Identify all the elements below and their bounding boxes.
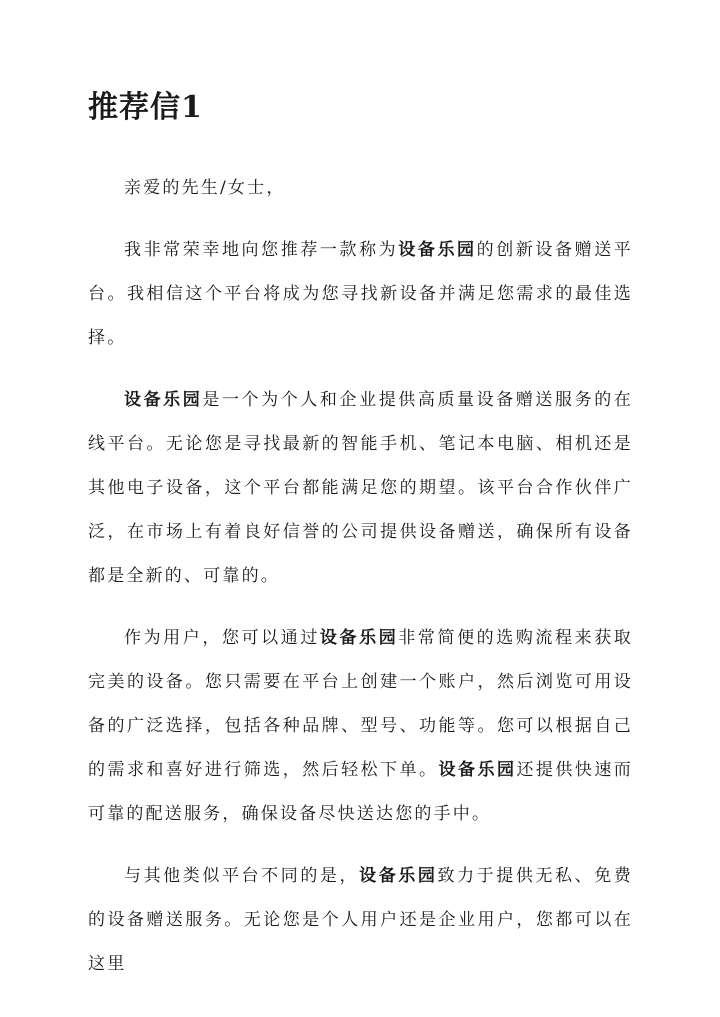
greeting: 亲爱的先生/女士，: [124, 178, 286, 198]
paragraph-text: 我非常荣幸地向您推荐一款称为: [124, 240, 399, 260]
brand-name: 设备乐园: [398, 240, 477, 260]
paragraph-text: 致力于提供无私、免费的设备赠送服务。无论您是个人用户还是企业用户，您都可以在这里: [88, 866, 634, 974]
paragraph-text: 的创新设备赠送平台。我相信这个平台将成为您寻找新设备并满足您需求的最佳选择。: [88, 240, 633, 348]
paragraph-text: 与其他类似平台不同的是，: [124, 866, 360, 886]
paragraph-text: 作为用户，您可以通过: [124, 628, 320, 648]
brand-name: 设备乐园: [124, 390, 203, 410]
document-title: 推荐信1: [88, 90, 203, 125]
paragraph-text: 非常简便的选购流程来获取完美的设备。您只需要在平台上创建一个账户，然后浏览可用设备的广泛选择，包括各种品牌、型号、功能等。您可以根据自己的需求和喜好进行筛选，然后轻松下单。: [88, 628, 634, 780]
brand-name: 设备乐园: [438, 760, 517, 780]
paragraph: [88, 854, 633, 986]
paragraph: [88, 228, 633, 360]
brand-name: 设备乐园: [319, 628, 399, 648]
brand-name: 设备乐园: [359, 866, 438, 886]
paragraph-text: 还提供快速而可靠的配送服务，确保设备尽快送达您的手中。: [88, 760, 634, 824]
paragraph-text: 是一个为个人和企业提供高质量设备赠送服务的在线平台。无论您是寻找最新的智能手机、笔记本电脑、相机还是其他电子设备，这个平台都能满足您的期望。该平台合作伙伴广泛，在市场上有着良好信誉的公司提供设备赠送，确保所有设备都是全新的、可靠的。: [88, 390, 633, 586]
paragraph: [88, 378, 633, 598]
paragraph: [88, 616, 633, 836]
letter-body: [88, 166, 633, 1004]
